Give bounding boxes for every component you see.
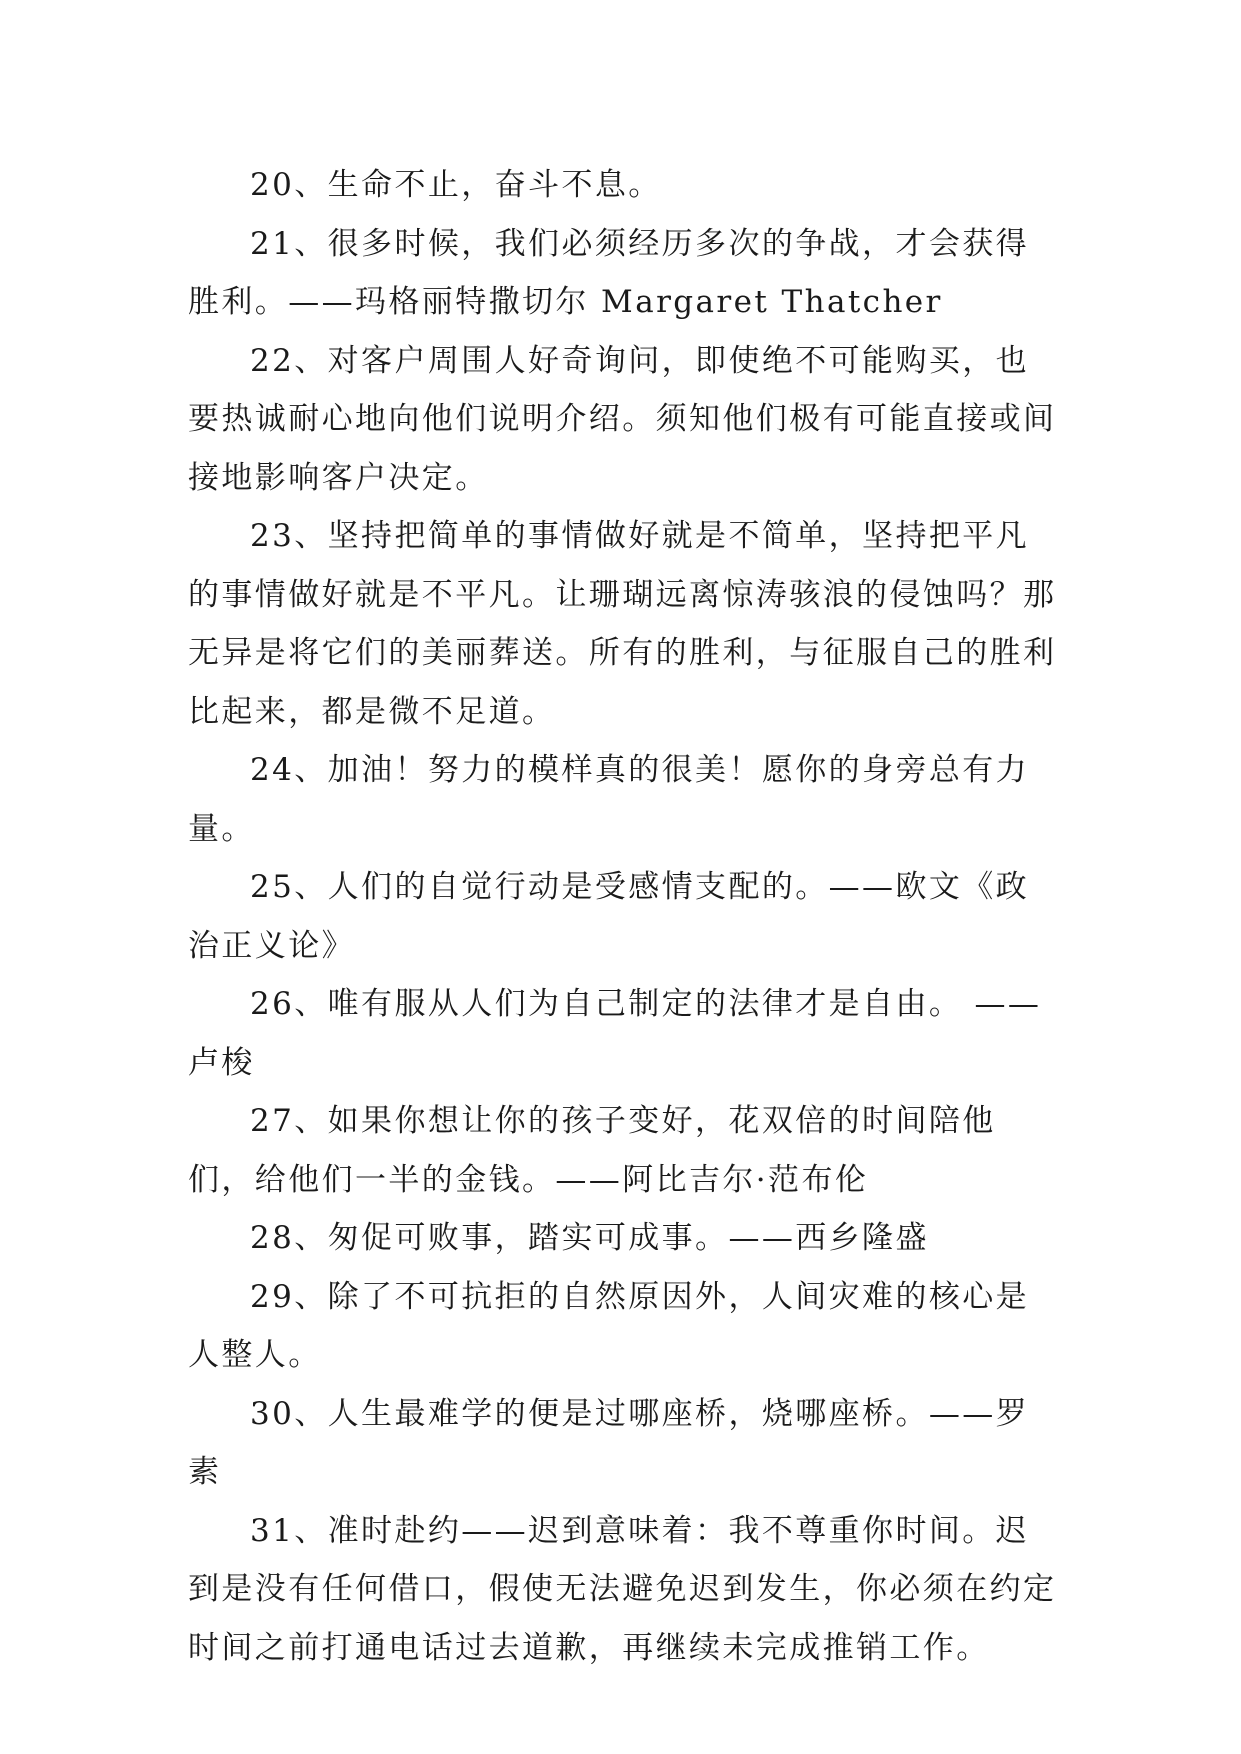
quote-paragraph-29: 29、除了不可抗拒的自然原因外，人间灾难的核心是人整人。 [188, 1278, 1030, 1373]
quote-paragraph-26: 26、唯有服从人们为自己制定的法律才是自由。 ——卢梭 [188, 986, 1042, 1081]
quote-paragraph-22: 22、对客户周围人好奇询问，即使绝不可能购买，也要热诚耐心地向他们说明介绍。须知他们极有可能直接或间接地影响客户决定。 [188, 342, 1057, 496]
quote-paragraph-31: 31、准时赴约——迟到意味着：我不尊重你时间。迟到是没有任何借口，假使无法避免迟到发生，你必须在约定时间之前打通电话过去道歉，再继续未完成推销工作。 [188, 1512, 1057, 1666]
quote-paragraph-25: 25、人们的自觉行动是受感情支配的。——欧文《政治正义论》 [188, 869, 1030, 964]
document-body [188, 156, 1058, 1677]
quote-paragraph-24: 24、加油！努力的模样真的很美！愿你的身旁总有力量。 [188, 752, 1030, 847]
quote-paragraph-20: 20、生命不止，奋斗不息。 [250, 167, 662, 203]
quote-paragraph-28: 28、匆促可败事，踏实可成事。——西乡隆盛 [250, 1220, 929, 1256]
quote-paragraph-27: 27、如果你想让你的孩子变好，花双倍的时间陪他们，给他们一半的金钱。——阿比吉尔·范布伦 [188, 1103, 996, 1198]
quote-paragraph-30: 30、人生最难学的便是过哪座桥，烧哪座桥。——罗素 [188, 1395, 1030, 1490]
quote-paragraph-21: 21、很多时候，我们必须经历多次的争战，才会获得胜利。——玛格丽特撒切尔 Margaret Thatcher [188, 225, 1030, 320]
quote-paragraph-23: 23、坚持把简单的事情做好就是不简单，坚持把平凡的事情做好就是不平凡。让珊瑚远离惊涛骇浪的侵蚀吗？那无异是将它们的美丽葬送。所有的胜利，与征服自己的胜利比起来，都是微不足道。 [188, 518, 1057, 730]
